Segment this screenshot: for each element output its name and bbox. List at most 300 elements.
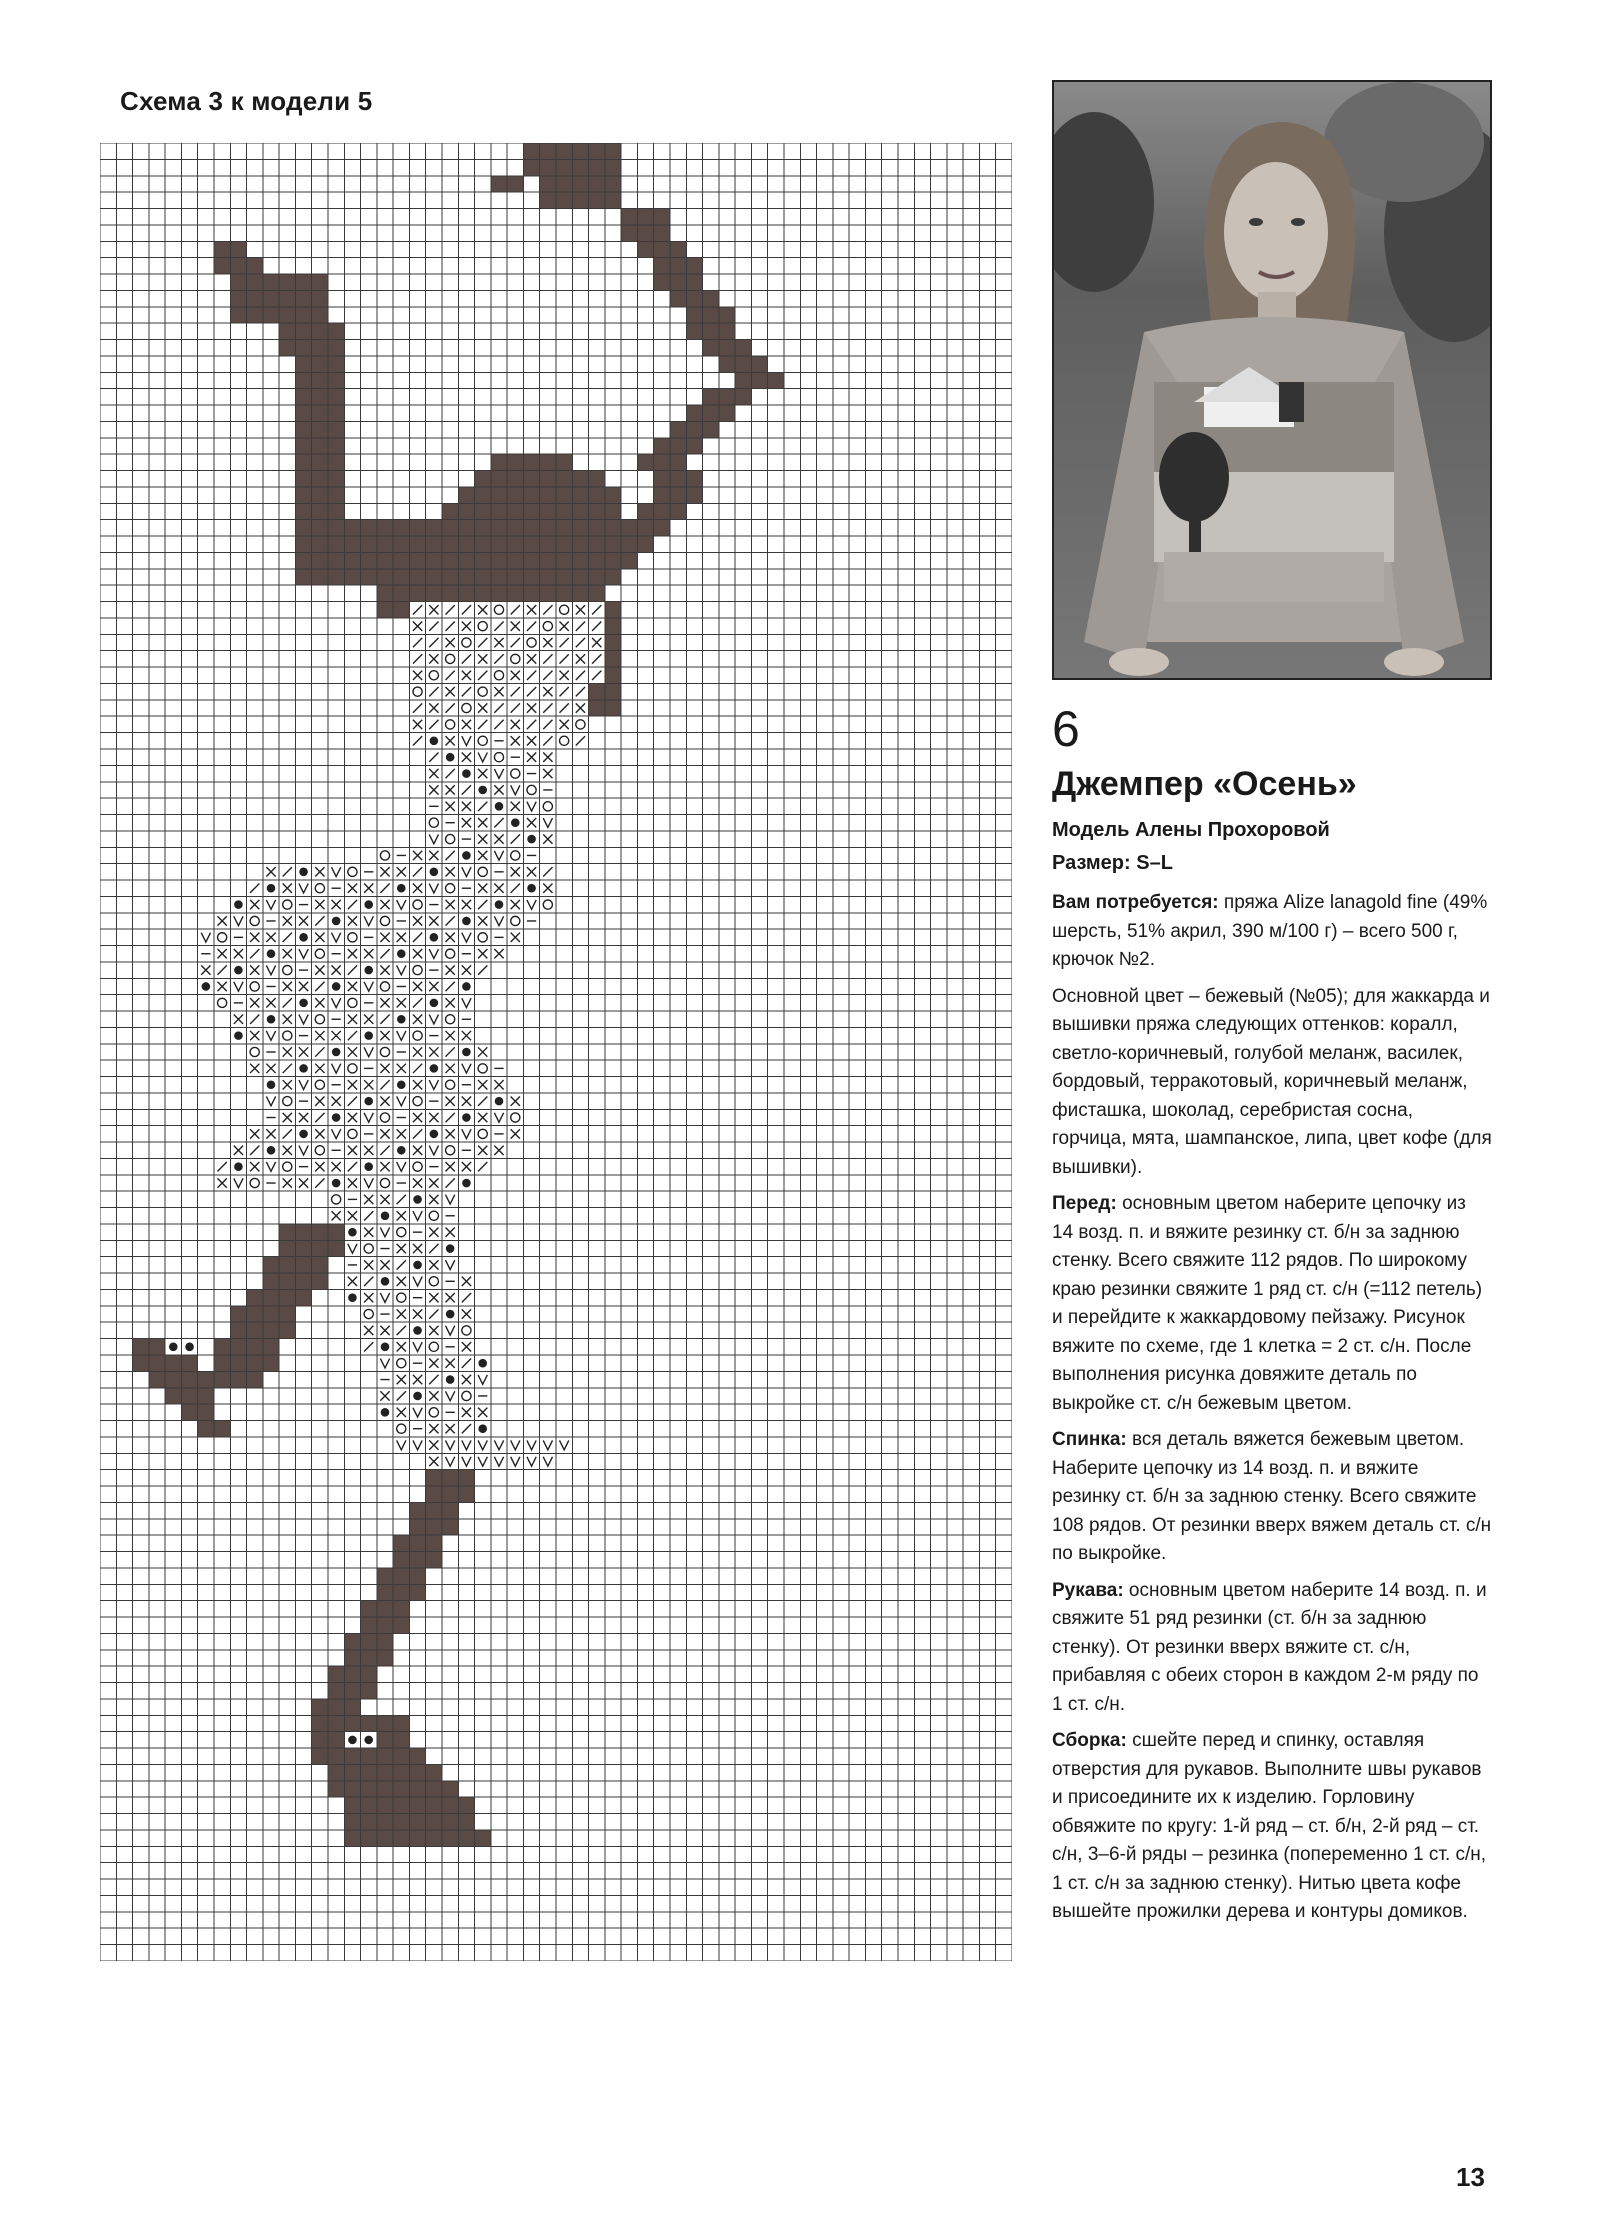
chart-cell-dark	[295, 471, 311, 487]
chart-cell-dark	[377, 520, 393, 536]
chart-cell-dark	[344, 1830, 360, 1846]
chart-cell-dark	[507, 536, 523, 552]
chart-cell-dark	[393, 585, 409, 601]
chart-symbol-o	[543, 802, 552, 811]
chart-cell-dark	[393, 1584, 409, 1600]
chart-cell-dark	[377, 585, 393, 601]
chart-cell-dark	[295, 421, 311, 437]
chart-symbol-slash	[462, 785, 471, 794]
chart-cell-dark	[572, 471, 588, 487]
chart-symbol-x	[250, 1064, 259, 1073]
chart-cell-dark	[703, 389, 719, 405]
chart-cell-dark	[247, 258, 263, 274]
chart-cell-dark	[295, 1273, 311, 1289]
chart-symbol-x	[364, 949, 373, 958]
chart-symbol-o	[283, 1162, 292, 1171]
chart-symbol-slash	[511, 605, 520, 614]
chart-cell-dark	[409, 1830, 425, 1846]
chart-symbol-o	[364, 1309, 373, 1318]
chart-cell-dark	[605, 618, 621, 634]
chart-symbol-v	[234, 916, 243, 925]
model-size: Размер: S–L	[1052, 852, 1173, 875]
chart-symbol-o	[413, 1162, 422, 1171]
chart-cell-dark	[442, 503, 458, 519]
chart-cell-dark	[312, 1257, 328, 1273]
chart-cell-dark	[719, 405, 735, 421]
chart-symbol-x	[380, 1195, 389, 1204]
chart-cell-dark	[409, 1748, 425, 1764]
chart-cell-dark	[637, 225, 653, 241]
chart-symbol-x	[397, 867, 406, 876]
chart-symbol-slash	[429, 753, 438, 762]
chart-cell-dark	[426, 1781, 442, 1797]
chart-symbol-slash	[478, 720, 487, 729]
chart-cell-dark	[214, 258, 230, 274]
chart-symbol-slash	[380, 1080, 389, 1089]
chart-cell-dark	[377, 602, 393, 618]
chart-cell-dark	[247, 1306, 263, 1322]
chart-symbol-slash	[446, 1113, 455, 1122]
chart-cell-dark	[279, 1240, 295, 1256]
chart-symbol-dot	[398, 1016, 405, 1023]
chart-symbol-x	[380, 1260, 389, 1269]
chart-symbol-v	[380, 1359, 389, 1368]
chart-symbol-x	[380, 1096, 389, 1105]
chart-symbol-dot	[365, 1032, 372, 1039]
chart-cell-dark	[312, 290, 328, 306]
chart-grid-lines	[100, 143, 1012, 1961]
chart-cell-dark	[670, 290, 686, 306]
chart-symbol-x	[478, 834, 487, 843]
chart-symbol-x	[511, 720, 520, 729]
chart-symbol-x	[511, 900, 520, 909]
chart-cell-dark	[507, 552, 523, 568]
chart-symbol-o	[527, 638, 536, 647]
chart-cell-dark	[165, 1371, 181, 1387]
chart-symbol-slash	[250, 1146, 259, 1155]
chart-cell-dark	[735, 372, 751, 388]
chart-cell-dark	[556, 159, 572, 175]
chart-cell-dark	[442, 1830, 458, 1846]
chart-symbol-x	[478, 1047, 487, 1056]
chart-symbol-dot	[267, 885, 274, 892]
chart-cell-dark	[247, 1371, 263, 1387]
chart-symbol-v	[364, 916, 373, 925]
chart-symbol-x	[348, 1146, 357, 1155]
chart-cell-dark	[312, 1240, 328, 1256]
chart-cell-dark	[589, 192, 605, 208]
chart-symbol-x	[218, 916, 227, 925]
chart-cell-dark	[572, 143, 588, 159]
chart-cell-dark	[133, 1339, 149, 1355]
chart-symbol-slash	[315, 1113, 324, 1122]
chart-symbol-x	[299, 1113, 308, 1122]
chart-symbol-slash	[413, 933, 422, 942]
chart-symbol-v	[543, 1440, 552, 1449]
chart-symbol-x	[250, 965, 259, 974]
chart-symbol-v	[429, 1146, 438, 1155]
chart-symbol-o	[250, 916, 259, 925]
chart-symbol-slash	[462, 1424, 471, 1433]
chart-cell-dark	[263, 1339, 279, 1355]
chart-symbol-slash	[429, 687, 438, 696]
chart-symbol-x	[315, 1031, 324, 1040]
chart-cell-dark	[670, 421, 686, 437]
chart-symbol-o	[218, 933, 227, 942]
chart-cell-dark	[295, 274, 311, 290]
chart-cell-dark	[361, 536, 377, 552]
chart-symbol-v	[299, 1146, 308, 1155]
chart-cell-dark	[295, 1289, 311, 1305]
chart-cell-dark	[556, 176, 572, 192]
chart-symbol-dot	[333, 1048, 340, 1055]
chart-cell-dark	[507, 471, 523, 487]
chart-cell-dark	[507, 520, 523, 536]
chart-symbol-v	[266, 965, 275, 974]
chart-symbol-dot	[398, 950, 405, 957]
chart-symbol-o	[413, 900, 422, 909]
chart-symbol-v	[332, 933, 341, 942]
chart-symbol-o	[478, 867, 487, 876]
chart-symbol-v	[332, 998, 341, 1007]
chart-symbol-x	[283, 982, 292, 991]
chart-symbol-x	[397, 1244, 406, 1253]
chart-cell-dark	[328, 438, 344, 454]
chart-symbol-x	[462, 1309, 471, 1318]
chart-cell-dark	[426, 1797, 442, 1813]
chart-cell-dark	[295, 503, 311, 519]
chart-symbol-x	[576, 654, 585, 663]
chart-symbol-dot	[333, 1114, 340, 1121]
chart-symbol-v	[462, 998, 471, 1007]
chart-symbol-v	[543, 1457, 552, 1466]
chart-symbol-x	[429, 703, 438, 712]
chart-symbol-x	[576, 703, 585, 712]
chart-symbol-o	[283, 900, 292, 909]
chart-symbol-x	[380, 867, 389, 876]
chart-symbol-x	[315, 1096, 324, 1105]
chart-cell-dark	[377, 1650, 393, 1666]
chart-symbol-x	[332, 1211, 341, 1220]
chart-symbol-v	[527, 900, 536, 909]
chart-symbol-o	[348, 1129, 357, 1138]
chart-symbol-slash	[348, 900, 357, 909]
chart-symbol-dot	[381, 1278, 388, 1285]
chart-cell-dark	[426, 569, 442, 585]
chart-symbol-dot	[202, 983, 209, 990]
chart-symbol-x	[462, 1342, 471, 1351]
chart-cell-dark	[442, 1486, 458, 1502]
chart-symbol-slash	[348, 965, 357, 974]
chart-cell-dark	[409, 1814, 425, 1830]
chart-cell-dark	[572, 569, 588, 585]
model-number: 6	[1052, 701, 1080, 757]
chart-cell-dark	[279, 274, 295, 290]
chart-symbol-v	[397, 1162, 406, 1171]
chart-cell-dark	[393, 1814, 409, 1830]
chart-symbol-x	[462, 621, 471, 630]
chart-symbol-dot	[365, 1163, 372, 1170]
chart-cell-dark	[393, 1764, 409, 1780]
chart-symbol-o	[462, 703, 471, 712]
chart-symbol-x	[446, 867, 455, 876]
chart-cell-dark	[230, 241, 246, 257]
chart-symbol-v	[446, 1457, 455, 1466]
chart-symbol-x	[413, 851, 422, 860]
chart-symbol-o	[332, 1195, 341, 1204]
chart-symbol-x	[560, 621, 569, 630]
chart-symbol-o	[543, 622, 552, 631]
chart-symbol-x	[429, 1391, 438, 1400]
chart-cell-dark	[540, 503, 556, 519]
chart-symbol-v	[462, 933, 471, 942]
chart-cell-dark	[621, 536, 637, 552]
chart-cell-dark	[507, 454, 523, 470]
chart-symbol-o	[283, 1031, 292, 1040]
chart-symbol-dot	[463, 1048, 470, 1055]
chart-symbol-o	[478, 736, 487, 745]
chart-symbol-x	[527, 867, 536, 876]
chart-symbol-o	[511, 654, 520, 663]
chart-symbol-o	[478, 622, 487, 631]
chart-symbol-v	[429, 834, 438, 843]
chart-cell-dark	[719, 389, 735, 405]
chart-cell-dark	[670, 241, 686, 257]
chart-cell-dark	[328, 1748, 344, 1764]
chart-cell-dark	[263, 274, 279, 290]
chart-cell-dark	[344, 1633, 360, 1649]
chart-cell-dark	[475, 487, 491, 503]
chart-symbol-dot	[381, 1409, 388, 1416]
chart-symbol-v	[364, 1047, 373, 1056]
chart-symbol-slash	[462, 605, 471, 614]
chart-cell-dark	[475, 552, 491, 568]
chart-symbol-x	[250, 1129, 259, 1138]
chart-cell-dark	[442, 536, 458, 552]
chart-cell-dark	[312, 372, 328, 388]
back-paragraph: Спинка: вся деталь вяжется бежевым цветом. Наберите цепочку из 14 возд. п. и вяжите резинку ст. б/н за заднюю стенку. Всего свяжите 108 рядов. От резинки вверх вяжем деталь ст. с/н по выкройке.	[1052, 1429, 1492, 1565]
chart-symbol-x	[380, 1162, 389, 1171]
chart-cell-dark	[295, 290, 311, 306]
chart-symbol-v	[429, 1015, 438, 1024]
chart-cell-dark	[247, 1355, 263, 1371]
chart-cell-dark	[556, 471, 572, 487]
chart-cell-dark	[295, 1240, 311, 1256]
chart-symbol-x	[397, 998, 406, 1007]
chart-symbol-slash	[429, 638, 438, 647]
chart-symbol-x	[218, 949, 227, 958]
chart-cell-dark	[393, 569, 409, 585]
chart-cell-dark	[377, 1748, 393, 1764]
chart-symbol-x	[462, 818, 471, 827]
chart-cell-dark	[458, 487, 474, 503]
chart-symbol-dot	[463, 983, 470, 990]
chart-cell-dark	[686, 274, 702, 290]
chart-cell-dark	[328, 1683, 344, 1699]
chart-cell-dark	[605, 667, 621, 683]
chart-cell-dark	[279, 1224, 295, 1240]
chart-symbol-dot	[479, 786, 486, 793]
chart-cell-dark	[654, 503, 670, 519]
chart-symbol-x	[250, 933, 259, 942]
chart-symbol-slash	[397, 1326, 406, 1335]
chart-symbol-o	[511, 769, 520, 778]
chart-symbol-x	[494, 687, 503, 696]
chart-symbol-x	[429, 1424, 438, 1433]
chart-cell-dark	[540, 471, 556, 487]
chart-symbol-x	[511, 933, 520, 942]
chart-cell-dark	[295, 1224, 311, 1240]
chart-symbol-x	[413, 1015, 422, 1024]
chart-symbol-x	[315, 867, 324, 876]
chart-symbol-o	[397, 1293, 406, 1302]
chart-symbol-slash	[446, 851, 455, 860]
chart-symbol-slash	[478, 802, 487, 811]
chart-cell-dark	[589, 552, 605, 568]
chart-symbol-dot	[447, 1310, 454, 1317]
chart-cell-dark	[605, 634, 621, 650]
chart-cell-dark	[344, 1715, 360, 1731]
chart-cell-dark	[328, 503, 344, 519]
chart-symbol-dot	[430, 934, 437, 941]
chart-cell-dark	[377, 1715, 393, 1731]
chart-symbol-x	[462, 1375, 471, 1384]
chart-cell-dark	[393, 520, 409, 536]
chart-symbol-slash	[348, 1162, 357, 1171]
chart-cell-dark	[312, 1715, 328, 1731]
chart-symbol-o	[250, 1178, 259, 1187]
chart-cell-dark	[605, 159, 621, 175]
chart-symbol-x	[234, 1015, 243, 1024]
chart-cell-dark	[686, 290, 702, 306]
chart-symbol-x	[283, 1178, 292, 1187]
chart-symbol-x	[380, 998, 389, 1007]
chart-symbol-o	[446, 1146, 455, 1155]
chart-symbol-slash	[429, 1244, 438, 1253]
chart-symbol-o	[397, 1424, 406, 1433]
chart-symbol-slash	[576, 638, 585, 647]
chart-cell-dark	[442, 1502, 458, 1518]
chart-symbol-x	[250, 1031, 259, 1040]
chart-cell-dark	[328, 340, 344, 356]
chart-cell-dark	[523, 520, 539, 536]
chart-symbol-slash	[576, 671, 585, 680]
chart-cell-dark	[312, 471, 328, 487]
chart-symbol-o	[543, 900, 552, 909]
woman-in-sweater-photo-icon	[1054, 82, 1490, 678]
chart-symbol-x	[380, 965, 389, 974]
chart-symbol-o	[560, 605, 569, 614]
chart-symbol-dot	[495, 901, 502, 908]
chart-cell-dark	[295, 323, 311, 339]
chart-cell-dark	[312, 356, 328, 372]
chart-symbol-dot	[414, 1327, 421, 1334]
chart-symbol-dot	[447, 754, 454, 761]
chart-symbol-dot	[186, 1343, 193, 1350]
chart-symbol-x	[364, 1293, 373, 1302]
chart-symbol-o	[494, 753, 503, 762]
chart-symbol-x	[364, 1260, 373, 1269]
chart-cell-dark	[507, 176, 523, 192]
chart-symbol-v	[429, 884, 438, 893]
chart-cell-dark	[442, 569, 458, 585]
knitting-chart	[100, 143, 1012, 1961]
chart-cell-dark	[458, 536, 474, 552]
chart-cell-dark	[344, 1814, 360, 1830]
chart-symbol-o	[462, 638, 471, 647]
chart-symbol-o	[527, 785, 536, 794]
chart-cell-dark	[328, 323, 344, 339]
chart-symbol-dot	[333, 1179, 340, 1186]
chart-symbol-o	[380, 1178, 389, 1187]
chart-symbol-x	[478, 769, 487, 778]
chart-cell-dark	[295, 405, 311, 421]
chart-symbol-dot	[300, 868, 307, 875]
chart-cell-dark	[654, 225, 670, 241]
chart-cell-dark	[181, 1371, 197, 1387]
chart-symbol-o	[429, 1408, 438, 1417]
chart-cell-dark	[393, 1830, 409, 1846]
chart-symbol-slash	[446, 671, 455, 680]
chart-symbol-v	[462, 736, 471, 745]
chart-symbol-dot	[300, 999, 307, 1006]
chart-symbol-x	[429, 1293, 438, 1302]
chart-cell-dark	[230, 274, 246, 290]
chart-symbol-dot	[267, 1147, 274, 1154]
chart-cell-dark	[393, 552, 409, 568]
chart-cell-dark	[589, 683, 605, 699]
chart-cell-dark	[670, 503, 686, 519]
chart-symbol-x	[446, 1031, 455, 1040]
chart-symbol-dot	[300, 1065, 307, 1072]
chart-cell-dark	[295, 356, 311, 372]
model-title: Джемпер «Осень»	[1052, 765, 1357, 803]
chart-symbol-slash	[462, 1293, 471, 1302]
chart-symbol-x	[527, 605, 536, 614]
chart-cell-dark	[409, 1568, 425, 1584]
chart-symbol-slash	[543, 671, 552, 680]
chart-symbol-x	[413, 1113, 422, 1122]
chart-symbol-x	[250, 1162, 259, 1171]
chart-symbol-v	[413, 1342, 422, 1351]
chart-cell-dark	[540, 585, 556, 601]
chart-symbol-x	[348, 1015, 357, 1024]
chart-cell-dark	[295, 487, 311, 503]
chart-cell-dark	[263, 1257, 279, 1273]
chart-symbol-slash	[478, 671, 487, 680]
chart-cell-dark	[361, 569, 377, 585]
chart-symbol-dot	[414, 1261, 421, 1268]
chart-symbol-x	[478, 1146, 487, 1155]
chart-symbol-dot	[235, 1163, 242, 1170]
chart-cell-dark	[361, 1617, 377, 1633]
chart-cell-dark	[589, 471, 605, 487]
chart-cell-dark	[263, 290, 279, 306]
chart-symbol-x	[299, 1178, 308, 1187]
chart-symbol-o	[413, 1097, 422, 1106]
chart-symbol-x	[348, 916, 357, 925]
chart-symbol-x	[348, 949, 357, 958]
chart-symbol-x	[283, 916, 292, 925]
chart-cell-dark	[654, 209, 670, 225]
chart-symbol-x	[560, 671, 569, 680]
chart-symbol-x	[446, 687, 455, 696]
chart-cell-dark	[556, 192, 572, 208]
chart-symbol-dot	[267, 950, 274, 957]
chart-cell-dark	[426, 1486, 442, 1502]
chart-cell-dark	[361, 1830, 377, 1846]
chart-cell-dark	[686, 471, 702, 487]
